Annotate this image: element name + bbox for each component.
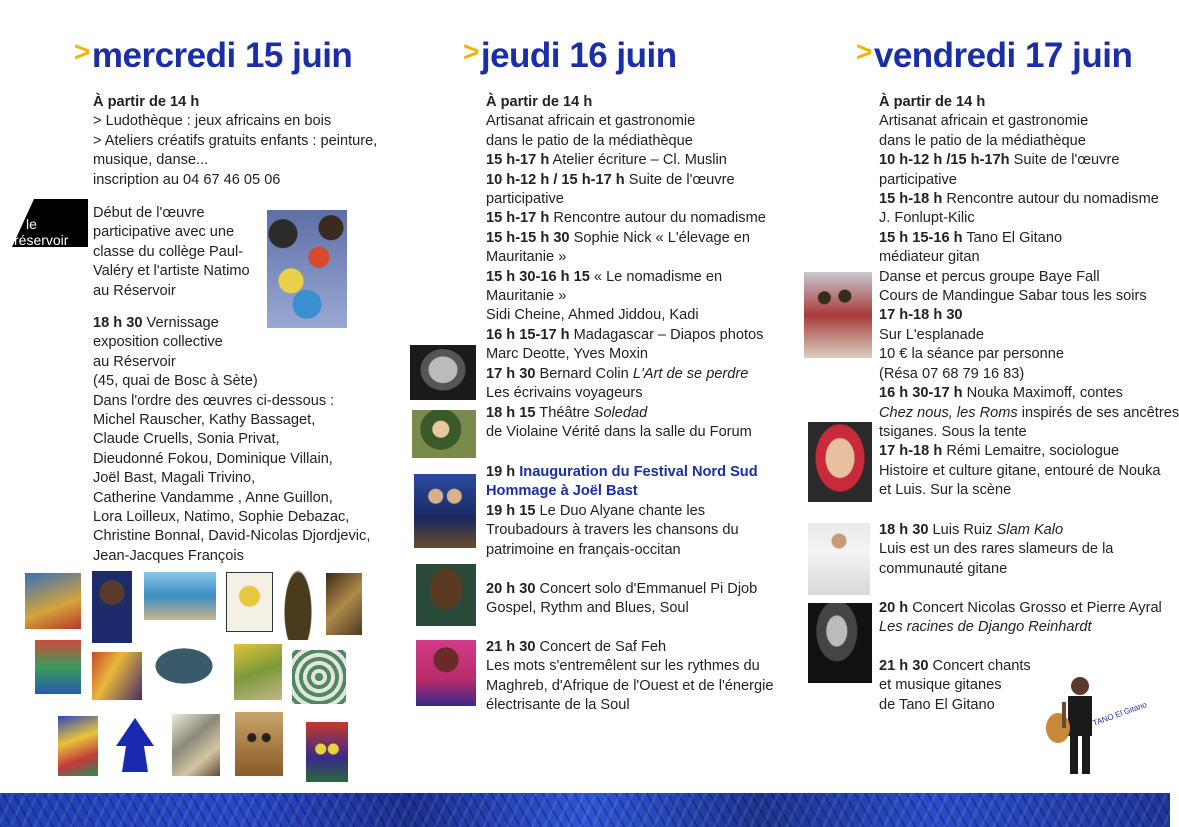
line-text: Jean-Jacques François — [93, 547, 244, 564]
schedule-line — [486, 345, 766, 364]
schedule-line — [879, 190, 1179, 209]
line-text: Sur L'esplanade — [879, 326, 985, 343]
line-text: tsiganes. Sous la tente — [879, 423, 1027, 440]
schedule-line — [879, 599, 1162, 618]
schedule-line — [93, 93, 377, 112]
schedule-line — [879, 306, 1179, 325]
time-label: 20 h 30 — [486, 581, 536, 597]
day-title-wednesday — [74, 36, 352, 76]
line-text: Les écrivains voyageurs — [486, 385, 643, 402]
schedule-line — [93, 372, 370, 391]
line-text: (45, quai de Bosc à Sète) — [93, 373, 258, 390]
schedule-line — [486, 638, 773, 657]
time-label: 18 h 15 — [486, 404, 536, 421]
time-label: 21 h 30 — [879, 658, 929, 674]
time-label: 19 h 15 — [486, 502, 536, 519]
schedule-line — [879, 462, 1179, 481]
artwork-thumb — [25, 573, 81, 629]
luis-ruiz-photo — [808, 523, 870, 595]
line-text: Michel Rauscher, Kathy Bassaget, — [93, 412, 316, 429]
children-painting-photo — [267, 210, 347, 328]
schedule-line — [93, 489, 370, 508]
thursday-pidjob-block — [486, 580, 757, 619]
schedule-line — [486, 482, 758, 501]
schedule-line — [879, 365, 1179, 384]
artwork-thumb — [306, 722, 348, 782]
time-label: 10 h-12 h /15 h-17h — [879, 152, 1010, 169]
line-text: Vernissage — [142, 315, 219, 331]
time-label: 17 h-18 h 30 — [879, 307, 963, 324]
schedule-line — [879, 560, 1113, 579]
emmanuel-pi-djob-photo — [416, 564, 476, 626]
schedule-line — [486, 521, 758, 540]
line-text: et musique gitanes — [879, 677, 1002, 694]
schedule-line — [879, 442, 1179, 461]
artwork-thumb — [326, 573, 362, 635]
friday-afternoon-block — [879, 93, 1179, 501]
schedule-line — [879, 287, 1179, 306]
line-text: médiateur gitan — [879, 249, 980, 266]
time-label: 18 h 30 — [879, 522, 929, 538]
line-text: > Ateliers créatifs gratuits enfants : peinture, — [93, 132, 378, 149]
line-text: Les mots s'entremêlent sur les rythmes du — [486, 658, 760, 675]
schedule-line — [486, 599, 757, 618]
line-text: Artisanat africain et gastronomie — [486, 113, 696, 130]
schedule-line — [879, 229, 1179, 248]
time-label: 16 h 30-17 h — [879, 385, 963, 402]
schedule-line — [879, 384, 1179, 403]
time-label: 15 h-15 h 30 — [486, 229, 570, 246]
schedule-line — [93, 469, 370, 488]
line-text: dans le patio de la médiathèque — [879, 132, 1086, 149]
schedule-line — [93, 262, 250, 281]
line-text: Christine Bonnal, David-Nicolas Djordjevic, — [93, 528, 371, 545]
schedule-line — [486, 463, 758, 482]
schedule-line — [486, 404, 766, 423]
artwork-thumb — [114, 716, 156, 772]
schedule-line — [486, 93, 766, 112]
line-text: Atelier écriture – Cl. Muslin — [549, 152, 727, 169]
schedule-line — [486, 657, 773, 676]
schedule-line — [879, 404, 1179, 423]
line-text: Rencontre autour du nomadisme — [942, 191, 1159, 208]
thursday-afternoon-block — [486, 93, 766, 442]
italic-title: Les racines de Django Reinhardt — [879, 619, 1092, 636]
line-text: Cours de Mandingue Sabar tous les soirs — [879, 288, 1147, 305]
schedule-line — [879, 268, 1179, 287]
line-text: musique, danse... — [93, 152, 209, 169]
line-text: Madagascar – Diapos photos — [569, 326, 764, 343]
time-label: 15 h-18 h — [879, 191, 943, 208]
schedule-line — [486, 229, 766, 248]
line-text: électrisante de la Soul — [486, 697, 630, 714]
schedule-line — [93, 527, 370, 546]
line-text: Catherine Vandamme , Anne Guillon, — [93, 489, 333, 506]
day-title-text: jeudi 16 juin — [480, 36, 677, 75]
line-text: Maghreb, d'Afrique de l'Ouest et de l'énergie — [486, 677, 774, 694]
artwork-thumb — [58, 716, 98, 776]
schedule-line — [486, 151, 766, 170]
line-text: Lora Loilleux, Natimo, Sophie Debazac, — [93, 509, 350, 526]
line-text: Tano El Gitano — [962, 229, 1063, 246]
line-text: classe du collège Paul- — [93, 243, 244, 260]
tano-label: TANO El Gitano — [1091, 700, 1149, 728]
thursday-saffeh-block — [486, 638, 773, 716]
line-text: Bernard Colin — [535, 365, 633, 382]
artwork-thumb — [234, 644, 282, 700]
tano-guitar-figure — [1036, 670, 1149, 778]
schedule-line — [93, 508, 370, 527]
line-text: J. Fonlupt-Kilic — [879, 210, 975, 227]
schedule-line — [879, 326, 1179, 345]
blue-figure-art — [114, 716, 156, 772]
artwork-thumb — [92, 652, 142, 700]
schedule-line — [93, 171, 377, 190]
schedule-line — [879, 521, 1113, 540]
italic-title: L'Art de se perdre — [632, 365, 749, 382]
wednesday-afternoon-block — [93, 93, 377, 190]
schedule-line — [93, 392, 370, 411]
line-text: Sophie Nick « L'élevage en — [569, 229, 751, 246]
time-label: 10 h-12 h / 15 h-17 h — [486, 171, 625, 188]
line-text: Dans l'ordre des œuvres ci-dessous : — [93, 392, 335, 409]
time-label: 17 h 30 — [486, 365, 536, 382]
schedule-line — [879, 248, 1179, 267]
line-text: Troubadours à travers les chansons du — [486, 522, 739, 539]
time-label: À partir de 14 h — [93, 94, 200, 110]
schedule-line — [486, 502, 758, 521]
schedule-line — [879, 112, 1179, 131]
schedule-line — [486, 190, 766, 209]
line-text: dans le patio de la médiathèque — [486, 132, 693, 149]
schedule-line — [486, 384, 766, 403]
line-text: Concert Nicolas Grosso et Pierre Ayral — [908, 600, 1162, 616]
schedule-line — [879, 657, 1031, 676]
line-text: inspirés de ses ancêtres — [1017, 404, 1179, 421]
line-text: de Violaine Vérité dans la salle du Forum — [486, 423, 752, 440]
time-label: 15 h 30-16 h 15 — [486, 268, 590, 285]
schedule-line — [93, 547, 370, 566]
time-label: À partir de 14 h — [486, 94, 593, 110]
bernard-colin-photo — [410, 345, 476, 400]
time-label: 20 h — [879, 600, 909, 616]
italic-title: Slam Kalo — [996, 522, 1064, 538]
schedule-line — [93, 450, 370, 469]
day-title-text: mercredi 15 juin — [91, 36, 353, 75]
artwork-thumb — [150, 645, 218, 687]
schedule-line — [879, 696, 1031, 715]
line-text: Nouka Maximoff, contes — [962, 385, 1123, 402]
line-text: Valéry et l'artiste Natimo — [93, 263, 250, 280]
line-text: Suite de l'œuvre — [624, 171, 735, 188]
artwork-thumb — [92, 571, 132, 643]
line-text: (Résa 07 68 79 16 83) — [879, 365, 1025, 382]
line-text: > Ludothèque : jeux africains en bois — [93, 113, 332, 130]
schedule-line — [486, 580, 757, 599]
highlight-text: Hommage à Joël Bast — [486, 483, 638, 500]
line-text: au Réservoir — [93, 282, 176, 299]
decorative-footer-band — [0, 793, 1170, 827]
schedule-line — [486, 171, 766, 190]
line-text: Concert chants — [928, 658, 1031, 674]
italic-title: Soledad — [593, 404, 648, 421]
schedule-line — [93, 132, 377, 151]
time-label: 21 h 30 — [486, 639, 536, 655]
schedule-line — [93, 430, 370, 449]
time-label: 15 h-17 h — [486, 152, 550, 169]
schedule-line — [93, 333, 370, 352]
line-text: Concert solo d'Emmanuel Pi Djob — [535, 581, 758, 597]
line-text: inscription au 04 67 46 05 06 — [93, 171, 281, 188]
logo-text-reservoir: réservoir — [14, 232, 69, 248]
schedule-line — [93, 353, 370, 372]
nouka-maximoff-photo — [808, 422, 872, 502]
schedule-line — [879, 132, 1179, 151]
schedule-line — [93, 204, 250, 223]
baye-fall-dance-photo — [804, 272, 872, 358]
schedule-line — [879, 676, 1031, 695]
schedule-line — [486, 306, 766, 325]
line-text: 10 € la séance par personne — [879, 346, 1064, 363]
line-text: Joël Bast, Magali Trivino, — [93, 470, 256, 487]
italic-title: Chez nous, les Roms — [879, 404, 1018, 421]
schedule-line — [486, 677, 773, 696]
schedule-line — [486, 326, 766, 345]
line-text: Début de l'œuvre — [93, 205, 205, 221]
saf-feh-photo — [416, 640, 476, 706]
line-text: « Le nomadisme en — [589, 268, 723, 285]
nicolas-grosso-photo — [808, 603, 872, 683]
time-label: À partir de 14 h — [879, 94, 986, 110]
schedule-line — [879, 151, 1179, 170]
schedule-line — [93, 314, 370, 333]
schedule-line — [486, 541, 758, 560]
schedule-line — [486, 248, 766, 267]
artwork-thumb — [35, 640, 81, 694]
friday-grosso-block — [879, 599, 1162, 638]
time-label: 16 h 15-17 h — [486, 326, 570, 343]
time-label: 15 h 15-16 h — [879, 229, 963, 246]
schedule-line — [486, 423, 766, 442]
day-title-text: vendredi 17 juin — [873, 36, 1133, 75]
line-text: Histoire et culture gitane, entouré de Nouka — [879, 462, 1161, 479]
schedule-line — [879, 423, 1179, 442]
schedule-line — [879, 481, 1179, 500]
schedule-line — [879, 209, 1179, 228]
line-text: Luis Ruiz — [928, 522, 997, 538]
line-text: participative avec une — [93, 224, 235, 241]
line-text: Marc Deotte, Yves Moxin — [486, 346, 648, 363]
line-text: Luis est un des rares slameurs de la — [879, 541, 1114, 558]
schedule-line — [93, 112, 377, 131]
wednesday-oeuvre-block — [93, 204, 250, 301]
friday-tano-block — [879, 657, 1031, 715]
schedule-line — [93, 151, 377, 170]
friday-luis-ruiz-block — [879, 521, 1113, 579]
line-text: Mauritanie » — [486, 288, 567, 305]
line-text: Théâtre — [535, 404, 594, 421]
chevron-icon: > — [463, 36, 479, 67]
time-label: 18 h 30 — [93, 315, 143, 331]
soledad-photo — [412, 410, 476, 458]
line-text: Danse et percus groupe Baye Fall — [879, 268, 1100, 285]
schedule-line — [486, 365, 766, 384]
le-reservoir-logo — [12, 199, 88, 247]
duo-alyane-photo — [414, 474, 476, 548]
time-label: 19 h — [486, 464, 516, 480]
artwork-thumb — [292, 650, 346, 704]
artwork-thumb — [226, 572, 273, 632]
line-text: participative — [879, 171, 957, 188]
line-text: Concert de Saf Feh — [535, 639, 667, 655]
line-text: au Réservoir — [93, 353, 176, 370]
schedule-line — [486, 696, 773, 715]
logo-shape — [12, 199, 88, 247]
line-text: Claude Cruells, Sonia Privat, — [93, 431, 280, 448]
chevron-icon: > — [856, 36, 872, 67]
line-text: Sidi Cheine, Ahmed Jiddou, Kadi — [486, 307, 699, 324]
schedule-line — [879, 171, 1179, 190]
line-text: participative — [486, 191, 564, 208]
schedule-line — [93, 282, 250, 301]
line-text: Gospel, Rythm and Blues, Soul — [486, 600, 689, 617]
line-text: Le Duo Alyane chante les — [535, 502, 706, 519]
line-text: Mauritanie » — [486, 249, 567, 266]
line-text: Suite de l'œuvre — [1009, 152, 1120, 169]
schedule-line — [93, 243, 250, 262]
line-text: patrimoine en français-occitan — [486, 541, 681, 558]
schedule-line — [879, 345, 1179, 364]
time-label: 17 h-18 h — [879, 443, 943, 460]
thursday-inauguration-block — [486, 463, 758, 560]
schedule-line — [486, 287, 766, 306]
time-label: 15 h-17 h — [486, 210, 550, 227]
schedule-line — [879, 618, 1162, 637]
schedule-line — [486, 268, 766, 287]
artwork-thumb — [172, 714, 220, 776]
line-text: communauté gitane — [879, 560, 1008, 577]
schedule-line — [879, 540, 1113, 559]
schedule-line — [879, 93, 1179, 112]
schedule-line — [93, 223, 250, 242]
chevron-icon: > — [74, 36, 90, 67]
line-text: de Tano El Gitano — [879, 696, 995, 713]
line-text: Rencontre autour du nomadisme — [549, 210, 766, 227]
day-title-friday — [856, 36, 1132, 76]
tano-el-gitano-photo — [1036, 670, 1149, 778]
artwork-thumb — [235, 712, 283, 776]
line-text: Rémi Lemaitre, sociologue — [942, 443, 1120, 460]
logo-text-le: le — [26, 216, 37, 232]
schedule-line — [93, 411, 370, 430]
wednesday-vernissage-block — [93, 314, 370, 566]
schedule-line — [486, 132, 766, 151]
schedule-line — [486, 209, 766, 228]
line-text: Dieudonné Fokou, Dominique Villain, — [93, 450, 333, 467]
day-title-thursday — [463, 36, 677, 76]
line-text: exposition collective — [93, 334, 223, 351]
line-text: Artisanat africain et gastronomie — [879, 113, 1089, 130]
highlight-text: Inauguration du Festival Nord Sud — [515, 464, 758, 480]
schedule-line — [486, 112, 766, 131]
artwork-thumb — [144, 572, 216, 620]
line-text: et Luis. Sur la scène — [879, 482, 1012, 499]
artwork-thumb — [284, 570, 312, 640]
